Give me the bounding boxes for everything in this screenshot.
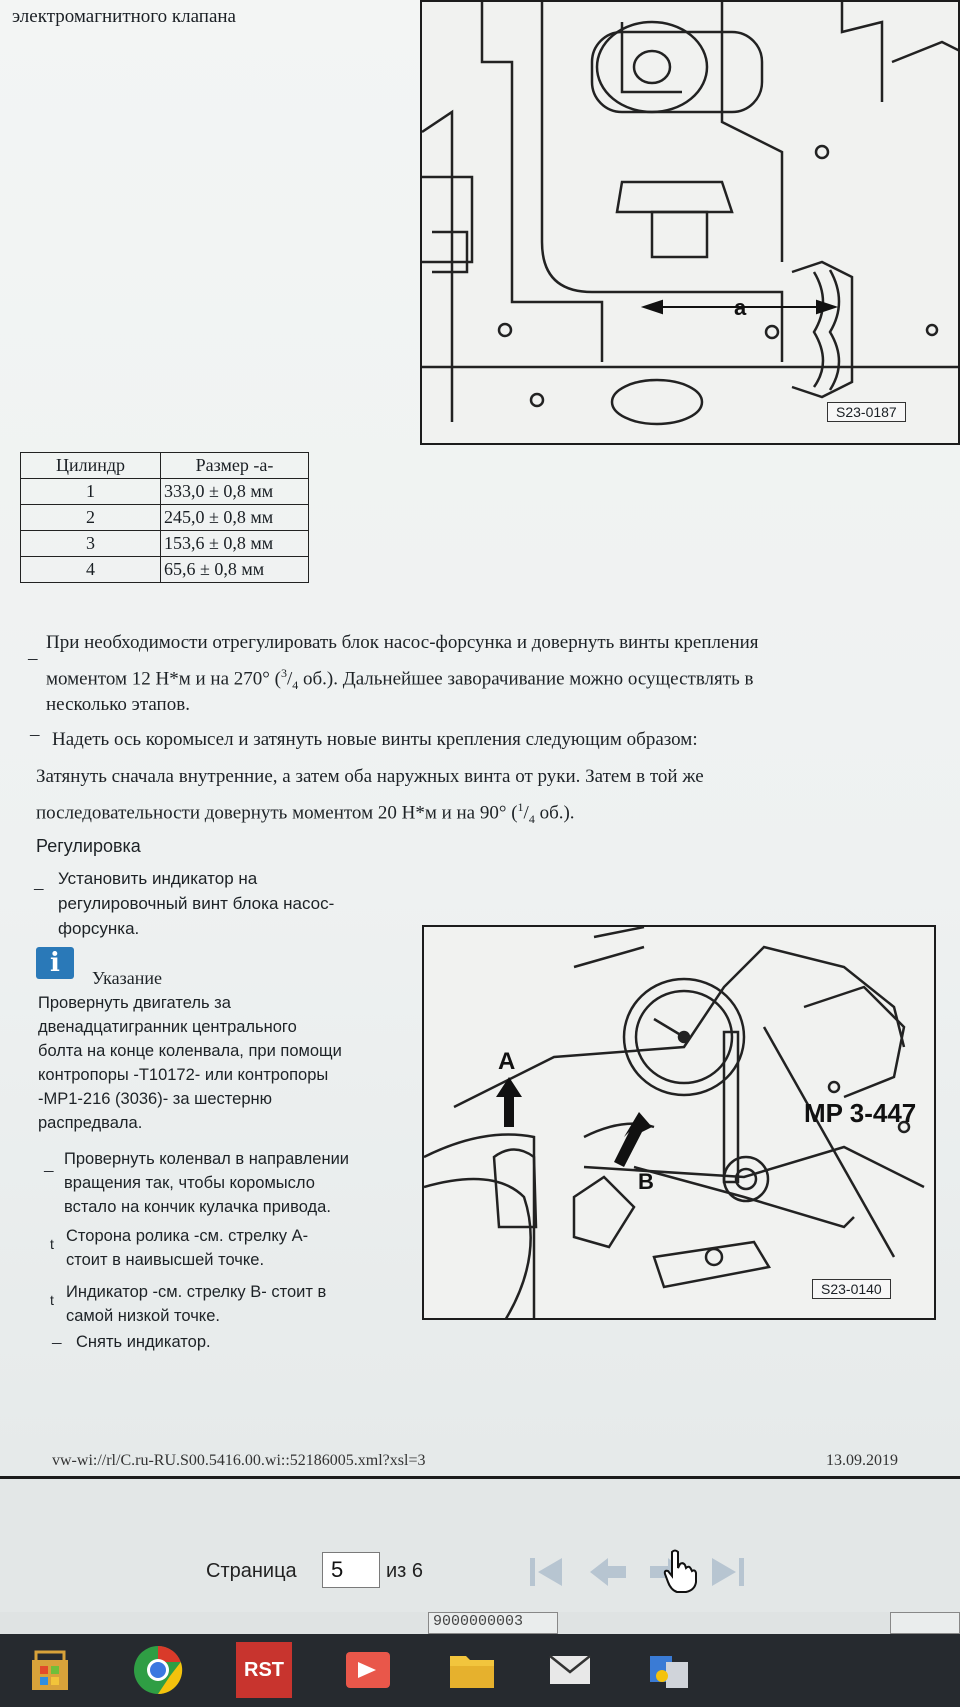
- page-label: Страница: [206, 1560, 297, 1582]
- note-line: болта на конце коленвала, при помощи: [38, 1042, 342, 1060]
- chrome-icon[interactable]: [130, 1642, 186, 1698]
- figure1-drawing: [422, 2, 960, 445]
- list-dash: –: [28, 648, 38, 669]
- figure1-dimension-label: a: [734, 295, 747, 320]
- table-cell-cylinder: 3: [21, 531, 161, 557]
- fraction-denominator: 4: [292, 678, 299, 693]
- remote-app-icon[interactable]: [640, 1642, 696, 1698]
- step2: [64, 1147, 349, 1219]
- list-dash: –: [30, 724, 40, 745]
- sub-bullet-1-line2: стоит в наивысшей точке.: [66, 1251, 265, 1269]
- info-icon: i: [36, 947, 74, 979]
- para1-line3: несколько этапов.: [46, 694, 190, 715]
- list-dash: –: [52, 1332, 62, 1353]
- table-row: [21, 557, 309, 583]
- section-title: Регулировка: [36, 836, 141, 856]
- footer-date: 13.09.2019: [826, 1452, 898, 1469]
- background-field: 9000000003: [428, 1612, 558, 1634]
- note-line: контропоры -T10172- или контропоры: [38, 1066, 329, 1084]
- bullet-marker: t: [50, 1236, 54, 1252]
- para3-line2-end: об.).: [534, 802, 575, 824]
- figure2-label-a: A: [498, 1048, 516, 1075]
- para2: Надеть ось коромысел и затянуть новые винты крепления следующим образом:: [52, 729, 698, 750]
- mail-icon[interactable]: [542, 1642, 598, 1698]
- step2-line2: вращения так, чтобы коромысло: [64, 1174, 315, 1192]
- media-app-icon[interactable]: [340, 1642, 396, 1698]
- figure2-label-b: B: [638, 1169, 654, 1194]
- note-body: [38, 991, 342, 1135]
- background-field-right: [890, 1612, 960, 1634]
- para3-line2: последовательности довернуть моментом 20 Н*м и на 90° ($^1/_4$ об.).: [36, 800, 575, 827]
- note-line: двенадцатигранник центрального: [38, 1018, 297, 1036]
- table-row: [21, 505, 309, 531]
- figure-dial-indicator: [422, 925, 936, 1320]
- sub-bullet-1-line1: Сторона ролика -см. стрелку А-: [66, 1227, 309, 1245]
- table-header-cylinder: Цилиндр: [21, 453, 161, 479]
- sub-bullet-1: [66, 1224, 308, 1272]
- note-line: Провернуть двигатель за: [38, 994, 231, 1012]
- table-cell-cylinder: 2: [21, 505, 161, 531]
- para1-line1: При необходимости отрегулировать блок насос-форсунка и довернуть винты крепления: [46, 632, 759, 653]
- table-header-row: [21, 453, 309, 479]
- file-explorer-icon[interactable]: [444, 1642, 500, 1698]
- para1-line2-end: об.). Дальнейшее заворачивание можно осуществлять в: [298, 668, 754, 690]
- step2-line1: Провернуть коленвал в направлении: [64, 1150, 350, 1168]
- table-cell-cylinder: 4: [21, 557, 161, 583]
- step1-line3: форсунка.: [58, 919, 140, 938]
- step1-line2: регулировочный винт блока насос-: [58, 894, 335, 913]
- figure-pump-injector-dimension: [420, 0, 960, 445]
- table-header-size: Размер -a-: [161, 453, 309, 479]
- bullet-marker: t: [50, 1292, 54, 1308]
- viewer-toolbar: [0, 1479, 960, 1629]
- table-row: [21, 479, 309, 505]
- table-cell-cylinder: 1: [21, 479, 161, 505]
- para3-line2-start: последовательности довернуть моментом 20 Н*м и на 90° (: [36, 802, 518, 824]
- sub-bullet-2: [66, 1280, 326, 1328]
- para1-line2: моментом 12 Н*м и на 270° ($^3/_4$ об.). Дальнейшее заворачивание можно осуществлять в: [46, 666, 754, 693]
- table-cell-size: 245,0 ± 0,8 мм: [161, 505, 309, 531]
- figure2-tool-label: MP 3-447: [804, 1098, 917, 1128]
- step1-line1: Установить индикатор на: [58, 869, 258, 888]
- fraction-numerator: 1: [517, 800, 524, 814]
- note-title: Указание: [92, 968, 162, 988]
- table-cell-size: 153,6 ± 0,8 мм: [161, 531, 309, 557]
- last-page-icon[interactable]: [706, 1552, 750, 1592]
- table-cell-size: 333,0 ± 0,8 мм: [161, 479, 309, 505]
- footer-url: vw-wi://rl/C.ru-RU.S00.5416.00.wi::52186005.xml?xsl=3: [52, 1452, 426, 1469]
- page-number-input[interactable]: [322, 1552, 380, 1588]
- sub-bullet-2-line1: Индикатор -см. стрелку В- стоит в: [66, 1283, 327, 1301]
- note-line: распредвала.: [38, 1114, 143, 1132]
- step2-line3: встало на кончик кулачка привода.: [64, 1198, 331, 1216]
- figure2-code: S23-0140: [812, 1279, 891, 1299]
- windows-start-icon[interactable]: [22, 1642, 78, 1698]
- first-page-icon[interactable]: [524, 1552, 568, 1592]
- dimensions-table: [20, 452, 309, 583]
- table-cell-size: 65,6 ± 0,8 мм: [161, 557, 309, 583]
- rst-app-icon[interactable]: RST: [236, 1642, 292, 1698]
- list-dash: –: [44, 1160, 54, 1181]
- page-count: из 6: [386, 1560, 424, 1582]
- note-line: -MP1-216 (3036)- за шестерню: [38, 1090, 273, 1108]
- list-dash: –: [34, 878, 44, 899]
- hand-cursor-icon: [662, 1548, 698, 1594]
- prev-page-icon[interactable]: [586, 1552, 630, 1592]
- para3-line1: Затянуть сначала внутренние, а затем оба наружных винта от руки. Затем в той же: [36, 766, 704, 787]
- figure2-drawing: [424, 927, 936, 1320]
- para1-line2-start: моментом 12 Н*м и на 270° (: [46, 668, 281, 690]
- fraction-numerator: 3: [280, 666, 287, 680]
- step3: Снять индикатор.: [76, 1333, 211, 1351]
- sub-bullet-2-line2: самой низкой точке.: [66, 1307, 220, 1325]
- caption-top: электромагнитного клапана: [12, 6, 236, 27]
- step1: [58, 866, 334, 941]
- fraction-denominator: 4: [528, 812, 535, 827]
- table-row: [21, 531, 309, 557]
- figure1-code: S23-0187: [827, 402, 906, 422]
